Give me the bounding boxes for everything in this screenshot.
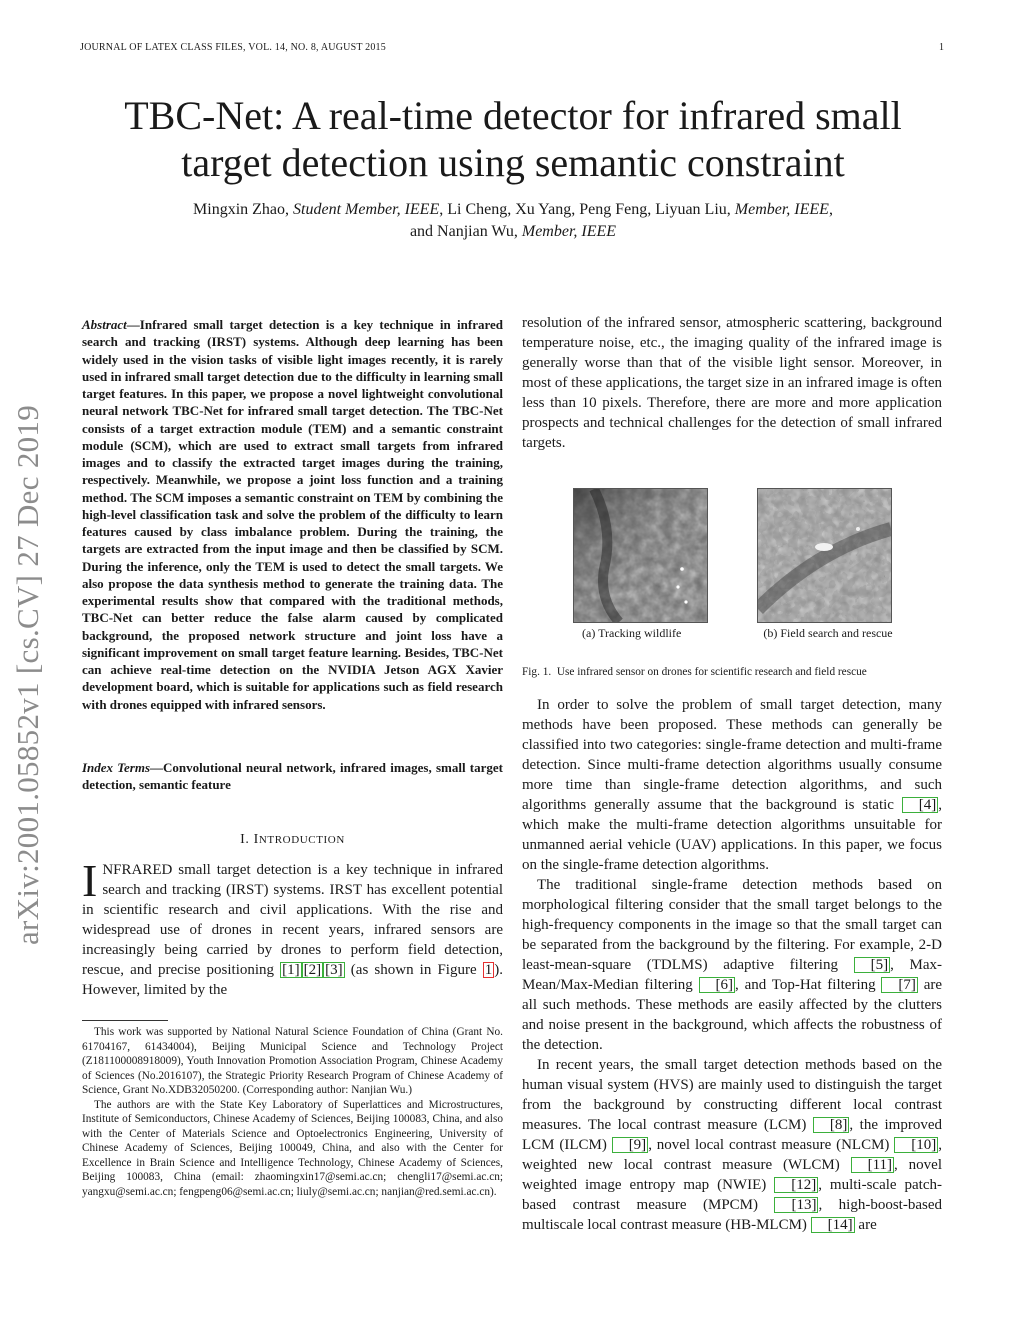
target-dot bbox=[676, 585, 679, 588]
funding-note: This work was supported by National Natural Science Foundation of China (Grant No. 61704167, 61434004), Beijing Municipal Science and Technology Project (Z181100008918009), Youth Innovation Promotion Association Program, Chinese Academy of Sciences (No.2016107), the Strategic Priority Research Program of Chinese Academy of Science, Grant No.XDB32050200. (Corresponding author: Nanjian Wu.) bbox=[82, 1026, 503, 1096]
right-column-body bbox=[522, 695, 942, 1235]
index-terms-text: Convolutional neural network, infrared images, small target detection, semantic feature bbox=[82, 760, 503, 793]
citation-link[interactable]: [12] bbox=[774, 1177, 818, 1193]
abstract: Abstract—Infrared small target detection is a key technique in infrared search and tracking (IRST) systems. Although deep learning has been widely used in the vision tasks of visible light images recently, it is rarely used in infrared small target detection due to the difficulty in learning small target features. In this paper, we propose a novel lightweight convolutional neural network TBC-Net for infrared small target detection. The TBC-Net consists of a target extraction module (TEM) and a semantic constraint module (SCM), which are used to extract small targets from infrared images and to classify the extracted target images during the training, respectively. Meanwhile, we propose a joint loss function and a training method. The SCM imposes a semantic constraint on TEM by combining the high-level classification task and solve the problem of the difficulty to learn features caused by class imbalance problem. During the training, the targets are extracted from the input image and then be classified by SCM. During the inference, only the TEM is used to detect the small targets. We also propose the data synthesis method to generate the training data. The experimental results show that compared with the traditional methods, TBC-Net can better reduce the false alarm caused by complicated background, the proposed network structure and joint loss have a significant improvement on small target feature learning. Besides, TBC-Net can achieve real-time detection on the NVIDIA Jetson AGX Xavier development board, which is suitable for applications such as field research with drones equipped with infrared sensors. bbox=[82, 317, 503, 712]
citation-link[interactable]: [9] bbox=[612, 1137, 649, 1153]
section-heading-introduction: I. INTRODUCTION bbox=[240, 832, 345, 847]
citation-link[interactable]: [4] bbox=[902, 797, 939, 813]
footnote bbox=[82, 1025, 503, 1199]
citation-link[interactable]: [2] bbox=[303, 962, 322, 978]
target-dot bbox=[856, 527, 860, 531]
citation-link[interactable]: [6] bbox=[699, 977, 736, 993]
running-head: JOURNAL OF LATEX CLASS FILES, VOL. 14, NO. 8, AUGUST 2015 bbox=[80, 42, 386, 53]
footnote-rule bbox=[82, 1020, 168, 1021]
target-dot bbox=[684, 600, 687, 603]
person-target bbox=[815, 543, 833, 551]
affiliation-note: The authors are with the State Key Laboratory of Superlattices and Microstructures, Institute of Semiconductors, Chinese Academy of Sciences, Beijing 100083, China, and also with the Center of Materials Science and Optoelectronics Engineering, University of Chinese Academy of Sciences, Beijing 100049, China, and also with the Center for Excellence in Brain Science and Intelligence Technology, Chinese Academy of Sciences, Beijing 100083, China (email: zhaomingxin17@semi.ac.cn; chengli17@semi.ac.cn; yangxu@semi.ac.cn; fengpeng06@semi.ac.cn; liuly@semi.ac.cn; nanjian@red.semi.ac.cn). bbox=[82, 1098, 503, 1198]
target-dot bbox=[680, 567, 684, 571]
right-column-continuation: resolution of the infrared sensor, atmospheric scattering, background temperature noise, etc., the imaging quality of the infrared image is generally worse than that of the visible light sensor. Moreover, in most of these applications, the target size in an infrared image is often less than 10 pixels. Therefore, there are more and more application prospects and technical challenges for the detection of small infrared targets. bbox=[522, 315, 943, 451]
arxiv-stamp: arXiv:2001.05852v1 [cs.CV] 27 Dec 2019 bbox=[10, 404, 45, 945]
paragraph-hvs: In recent years, the small target detection methods based on the human visual system (HVS) are mainly used to distinguish the target from the background by constructing different local contrast measures. The local contrast measure (LCM) [8] , the improved LCM (ILCM) [9] , novel local contrast measure (NLCM) [10] , weighted new local contrast measure (WLCM) [11] , novel weighted image entropy map (NWIE) [12] , multi-scale patch-based contrast measure (MPCM) [13] , high-boost-based multiscale local contrast measure (HB-MLCM) [14] are bbox=[522, 1057, 943, 1233]
figure-reference-link[interactable]: 1 bbox=[484, 962, 493, 978]
paragraph-morphological: The traditional single-frame detection methods based on morphological filtering consider that the small target belongs to the high-frequency components in the image so that the small target can be separated from the background by the filtering. For example, 2-D least-mean-square (TDLMS) adaptive filtering [5] , Max-Mean/Max-Median filtering [6] , and Top-Hat filtering [7] are all such methods. These methods are easily affected by the clutters and noise present in the background, which affects the robustness of the detection. bbox=[522, 877, 943, 1053]
infrared-wildlife-image bbox=[574, 489, 707, 622]
author-list bbox=[80, 199, 946, 243]
introduction-paragraph: INFRARED small target detection is a key technique in infrared search and tracking (IRST) systems. IRST has excellent potential in scientific research and civil applications. With the rise and widespread use of drones in recent years, infrared sensors are increasingly being carried by drones to perform field detection, rescue, and precise positioning [1] [2] [3] (as shown in Figure 1 ). However, limited by the bbox=[82, 855, 503, 998]
citation-link[interactable]: [8] bbox=[813, 1117, 850, 1133]
author-line-1: Mingxin Zhao, Student Member, IEEE, Li Cheng, Xu Yang, Peng Feng, Liyuan Liu, Member, IEEE, bbox=[193, 201, 833, 218]
citation-link[interactable]: [7] bbox=[881, 977, 918, 993]
infrared-field-search-image bbox=[758, 489, 891, 622]
citation-link[interactable]: [1] bbox=[282, 962, 300, 978]
subcaption-b: (b) Field search and rescue bbox=[763, 626, 893, 640]
page-number: 1 bbox=[939, 42, 944, 53]
citation-link[interactable]: [13] bbox=[774, 1197, 818, 1213]
index-terms: Index Terms—Convolutional neural network, infrared images, small target detection, semantic feature bbox=[82, 760, 503, 793]
figure-1b-image bbox=[757, 488, 892, 623]
drop-cap: I bbox=[82, 855, 98, 906]
citation-link[interactable]: [5] bbox=[854, 957, 891, 973]
figure-1a-image bbox=[573, 488, 708, 623]
index-terms-label: Index Terms bbox=[82, 760, 151, 775]
abstract-label: Abstract bbox=[82, 317, 127, 332]
citation-link[interactable]: [3] bbox=[325, 962, 343, 978]
citation-link[interactable]: [11] bbox=[851, 1157, 894, 1173]
citation-link[interactable]: [14] bbox=[811, 1217, 855, 1233]
author-line-2: and Nanjian Wu, Member, IEEE bbox=[409, 223, 617, 240]
citation-link[interactable]: [10] bbox=[894, 1137, 938, 1153]
paragraph-multiframe: In order to solve the problem of small target detection, many methods have been proposed. These methods can generally be classified into two categories: single-frame detection and multi-frame detection. Since multi-frame detection algorithms usually consume more time than single-frame detection algorithms, and such algorithms generally assume that the background is static [4] , which make the multi-frame detection algorithms unsuitable for unmanned aerial vehicle (UAV) applications. In this paper, we focus on the single-frame detection algorithms. bbox=[522, 697, 942, 873]
figure-caption: Fig. 1. Use infrared sensor on drones for scientific research and field rescue bbox=[522, 666, 867, 678]
subcaption-a: (a) Tracking wildlife bbox=[582, 626, 682, 640]
abstract-text: Infrared small target detection is a key technique in infrared search and tracking (IRST) systems. Although deep learning has been widely used in the vision tasks of visible light images recently, it is rarely used in infrared small target detection due to the difficulty in learning small target features. In this paper, we propose a novel lightweight convolutional neural network TBC-Net for infrared small target detection. The TBC-Net consists of a target extraction module (TEM) and a semantic constraint module (SCM), which are used to extract small targets from infrared images and to classify the extracted target images during the training, respectively. Meanwhile, we propose a joint loss function and a training method. The SCM imposes a semantic constraint on TEM by combining the high-level classification task and solve the problem of the difficulty to learn features caused by class imbalance problem. During the training, the targets are extracted from the input image and then be classified by SCM. During the inference, only the TEM is used to detect the small targets. We also propose the data synthesis method to generate the training data. The experimental results show that compared with the traditional methods, TBC-Net can better reduce the false alarm caused by complicated background, the proposed network structure and joint loss have a significant improvement on small target feature learning. Besides, TBC-Net can achieve real-time detection on the NVIDIA Jetson AGX Xavier development board, which is suitable for applications such as field research with drones equipped with infrared sensors. bbox=[82, 317, 503, 712]
paper-title: TBC-Net: A real-time detector for infrared small target detection using semantic constraint bbox=[124, 93, 902, 185]
